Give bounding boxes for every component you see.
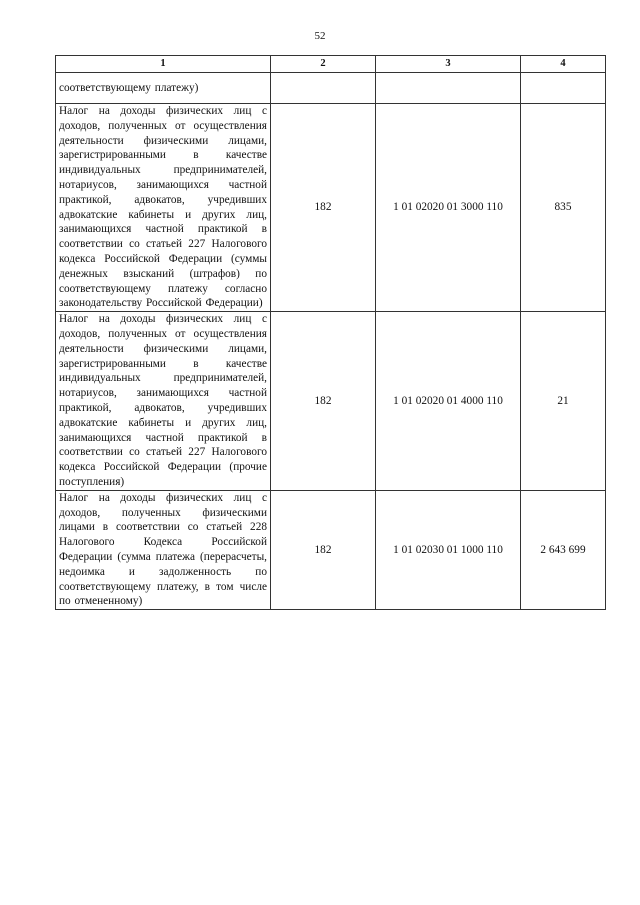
continuation-description: соответствующему платежу) bbox=[56, 73, 271, 104]
table-header-row bbox=[56, 56, 606, 73]
row-amount: 2 643 699 bbox=[521, 490, 606, 609]
row-description: Налог на доходы физических лиц с доходов, полученных от осуществления деятельности физическими лицами, зарегистрированными в качестве индивидуальных предпринимателей, нотариусов, занимающихся частной практикой, адвокатов, учредивших адвокатские кабинеты и других лиц, занимающихся частной практикой в соответствии со статьей 227 Налогового кодекса Российской Федерации (прочие поступления) bbox=[56, 312, 271, 491]
row-description: Налог на доходы физических лиц с доходов, полученных физическими лицами в соответствии со статьей 228 Налогового Кодекса Российской Федерации (сумма платежа (перерасчеты, недоимка и задолженность по соответствующему платежу, в том числе по отмененному) bbox=[56, 490, 271, 609]
row-amount: 835 bbox=[521, 104, 606, 312]
column-header-1: 1 bbox=[56, 56, 271, 73]
table-row bbox=[56, 312, 606, 491]
row-kbk-code: 1 01 02020 01 4000 110 bbox=[376, 312, 521, 491]
row-admin-code: 182 bbox=[271, 490, 376, 609]
table-row-continuation bbox=[56, 73, 606, 104]
row-admin-code: 182 bbox=[271, 104, 376, 312]
table-row bbox=[56, 490, 606, 609]
column-header-2: 2 bbox=[271, 56, 376, 73]
continuation-empty-cell bbox=[521, 73, 606, 104]
column-header-4: 4 bbox=[521, 56, 606, 73]
table-row bbox=[56, 104, 606, 312]
row-description: Налог на доходы физических лиц с доходов, полученных от осуществления деятельности физическими лицами, зарегистрированными в качестве индивидуальных предпринимателей, нотариусов, занимающихся частной практикой, адвокатов, учредивших адвокатские кабинеты и других лиц, занимающихся частной практикой в соответствии со статьей 227 Налогового кодекса Российской Федерации (суммы денежных взысканий (штрафов) по соответствующему платежу согласно законодательству Российской Федерации) bbox=[56, 104, 271, 312]
row-kbk-code: 1 01 02030 01 1000 110 bbox=[376, 490, 521, 609]
row-admin-code: 182 bbox=[271, 312, 376, 491]
page-number: 52 bbox=[314, 30, 326, 42]
row-amount: 21 bbox=[521, 312, 606, 491]
revenue-table bbox=[55, 55, 606, 610]
continuation-empty-cell bbox=[271, 73, 376, 104]
continuation-empty-cell bbox=[376, 73, 521, 104]
column-header-3: 3 bbox=[376, 56, 521, 73]
row-kbk-code: 1 01 02020 01 3000 110 bbox=[376, 104, 521, 312]
